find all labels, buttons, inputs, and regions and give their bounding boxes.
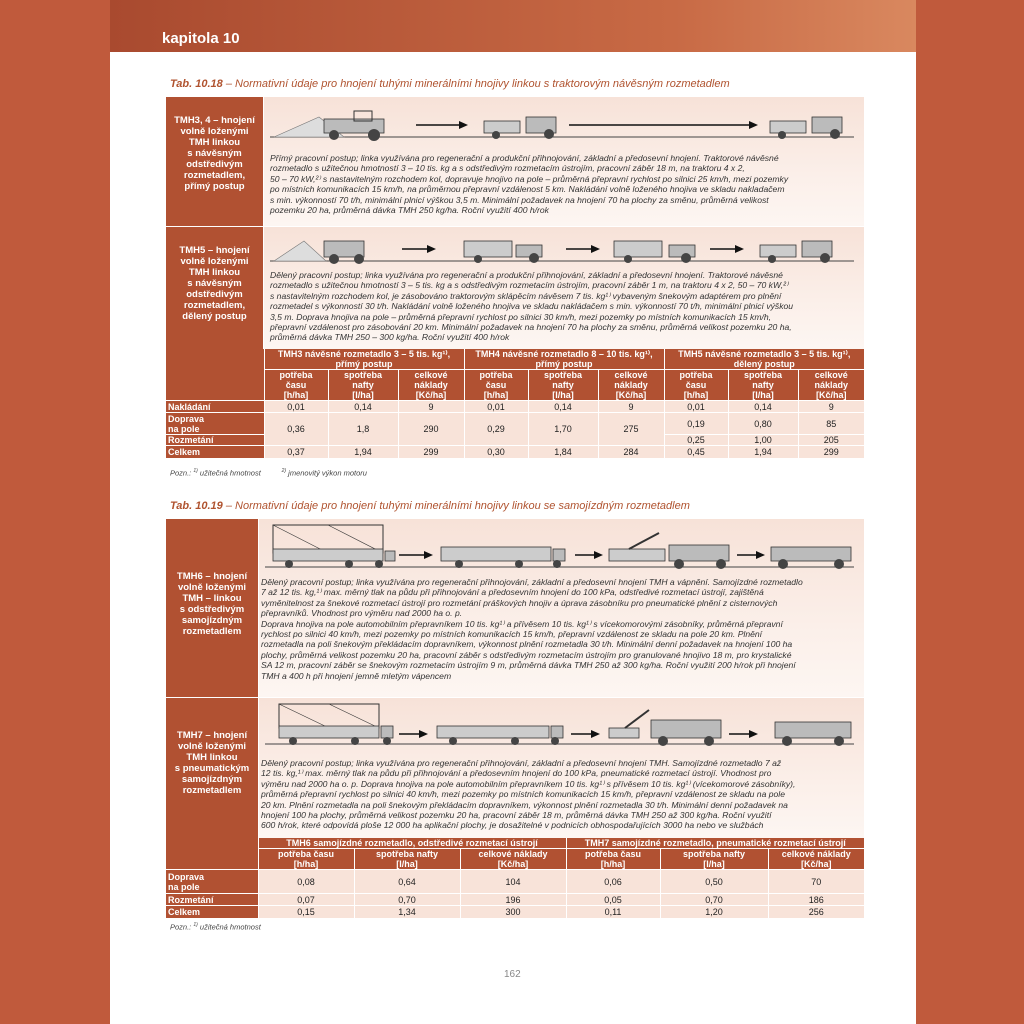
cell: 1,00 (728, 435, 798, 446)
cell: 196 (460, 894, 566, 906)
cell: 0,07 (258, 894, 354, 906)
row-label: Rozmetání (166, 435, 264, 446)
row-label-tmh7: TMH7 – hnojení volně loženými TMH linkou s pneumatickým samojízdným rozmetadlem (166, 698, 258, 838)
cell: 0,70 (660, 894, 768, 906)
cell: 299 (798, 446, 864, 458)
description-area-tmh5 (264, 227, 864, 349)
description-area-tmh7 (259, 698, 864, 838)
cell: 1,84 (528, 446, 598, 458)
cell: 0,25 (664, 435, 728, 446)
cell: 0,01 (664, 401, 728, 413)
cell: 0,05 (566, 894, 660, 906)
table-title: – Normativní údaje pro hnojení tuhými minerálními hnojivy linkou se samojízdným rozmetadlem (222, 500, 690, 512)
machine-illustration (259, 698, 864, 754)
cell: 1,20 (660, 906, 768, 918)
cell: 1,70 (528, 413, 598, 446)
table-title: – Normativní údaje pro hnojení tuhými minerálními hnojivy linkou s traktorovým návěsným rozmetadlem (222, 78, 730, 90)
cell: 0,70 (354, 894, 460, 906)
column-header: celkové náklady [Kč/ha] (768, 849, 864, 870)
cell: 299 (398, 446, 464, 458)
description-text: Dělený pracovní postup; linka využívána pro regenerační přihnojování, základní a předosevní hnojení TMH. Samojízdné rozmetadlo 7 až 12 tis. kg,¹⁾ max. měrný tlak na půdu při přihnojování a předosevním hnojení do 100 kPa, pneumatické rozmetací ústrojí. Vhodnost pro výměru nad 2000 ha o. p. Doprava hnojiva na pole automobilním přepravníkem 10 tis. kg¹⁾ s přívěsem 10 tis. kg¹⁾ (vícekomorové zásobníky), průměrná přepravní rychlost po silnici 40 km/h, mezi pozemky po místních komunikacích 15 km/h, přepravní vzdálenost ze skladu na pole 20 km. Plnění rozmetadla na poli šnekovým překládacím dopravníkem, výkonnost plnění rozmetadla 30 t/h. Minimální denní požadavek na hnojení 100 ha plochy, průměrná velikost pozemku 20 ha, pracovní záběr 18 m, průměrná dávka TMH 250 až 300 kg/ha. Roční využití 600 h/rok, které odpovídá ploše 12 000 ha aplikační plochy, je dosažitelné v podnicích obhospodařujících 3000 ha nebo ve službách (261, 758, 796, 831)
table-row (166, 870, 864, 894)
cell: 9 (398, 401, 464, 413)
cell: 256 (768, 906, 864, 918)
cell: 1,94 (328, 446, 398, 458)
cell: 205 (798, 435, 864, 446)
group-header: TMH7 samojízdné rozmetadlo, pneumatické rozmetací ústrojí (566, 838, 864, 849)
cell: 0,06 (566, 870, 660, 894)
data-table-10-19 (166, 838, 864, 918)
row-label: Celkem (166, 446, 264, 458)
row-label: Doprava na pole (166, 413, 264, 435)
cell: 275 (598, 413, 664, 446)
cell: 0,30 (464, 446, 528, 458)
row-label-tmh6: TMH6 – hnojení volně loženými TMH – linkou s odstředivým samojízdným rozmetadlem (166, 519, 258, 697)
column-header: potřeba času [h/ha] (464, 370, 528, 401)
description-text: Dělený pracovní postup; linka využívána pro regenerační přihnojování, základní a předosevní hnojení TMH a vápnění. Samojízdné rozmetadlo 7 až 12 tis. kg,¹⁾ max. měrný tlak na půdu při přihnojování a předosevním hnojení do 100 kPa, odstředivé rozmetací ústrojí, zajištěná vyměnitelnost za šnekové rozmetací ústrojí pro rozmetání práškových hnojiv a úprava zásobníku pro pneumatické plnění z cisternových přepravníků. Vhodnost pro výměru nad 2000 ha o. p. Doprava hnojiva na pole automobilním přepravníkem 10 tis. kg¹⁾ a přívěsem 10 tis. kg¹⁾ s vícekomorovými zásobníky, průměrná přepravní rychlost po silnici 40 km/h, mezi pozemky po místních komunikacích 15 km/h, přepravní vzdálenost ze skladu na pole 20 km. Plnění rozmetadla na poli šnekovým překládacím dopravníkem, výkonnost plnění rozmetadla 30 t/h. Minimální denní požadavek na hnojení 100 ha plochy, průměrná velikost pozemku 20 ha, pracovní záběr s odstředivým rozmetacím ústrojím pro granulované hnojivo 18 m, pro krystalické SA 12 m, pracovní záběr se šnekovým rozmetacím ústrojím 9 m, průměrná dávka TMH 250 až 300 kg/ha. Roční využití 200 h/rok při hnojení TMH a 400 h při hnojení jemně mletým vápencem (261, 577, 803, 681)
cell: 1,94 (728, 446, 798, 458)
column-header: celkové náklady [Kč/ha] (598, 370, 664, 401)
cell: 0,29 (464, 413, 528, 446)
page-number: 162 (504, 969, 521, 980)
cell: 0,64 (354, 870, 460, 894)
column-header: potřeba času [h/ha] (664, 370, 728, 401)
footnote-10-19: Pozn.: $^{1)}$ užitečná hmotnost (170, 922, 261, 932)
cell: 0,50 (660, 870, 768, 894)
cell: 70 (768, 870, 864, 894)
cell: 9 (798, 401, 864, 413)
cell: 284 (598, 446, 664, 458)
column-header: spotřeba nafty [l/ha] (354, 849, 460, 870)
cell: 9 (598, 401, 664, 413)
table-number: Tab. 10.19 (170, 500, 223, 512)
cell: 0,36 (264, 413, 328, 446)
column-header: potřeba času [h/ha] (264, 370, 328, 401)
column-header: spotřeba nafty [l/ha] (328, 370, 398, 401)
row-label: Doprava na pole (166, 870, 258, 894)
column-header: celkové náklady [Kč/ha] (398, 370, 464, 401)
column-header: celkové náklady [Kč/ha] (798, 370, 864, 401)
cell: 0,14 (728, 401, 798, 413)
data-table-10-18 (166, 349, 864, 458)
table-row (166, 906, 864, 918)
description-text: Dělený pracovní postup; linka využívána pro regenerační a produkční přihnojování, základní a předosevní hnojení. Traktorové návěsné rozmetadlo s užitečnou hmotností 3 – 5 tis. kg a s odstředivým rozmetacím ústrojím, pracovní záběr 1 m, na traktoru 4 x 2, 50 – 70 kW,²⁾ s nastavitelným rozchodem kol, je zásobováno traktorovým sklápěcím návěsem 7 tis. kg¹⁾ vybaveným šnekovým adaptérem pro plnění rozmetadel s výkonností 30 t/h. Nakládání volně loženého hnojiva ve skladu nakládačem s min. výkonností 70 t/h, minimální plnicí výškou 3,5 m. Doprava hnojiva na pole – průměrná přepravní rychlost po silnici 30 km/h, mezi pozemky po místních komunikacích 15 km/h, přepravní vzdálenost pro zásobování 20 km. Minimální požadavek na hnojení 70 ha plochy za směnu, průměrná velikost pozemku 20 ha, průměrná dávka TMH 250 – 300 kg/ha. Roční využití 400 h/rok (270, 270, 794, 343)
group-header: TMH4 návěsné rozmetadlo 8 – 10 tis. kg¹⁾, přímý postup (464, 349, 664, 370)
cell: 104 (460, 870, 566, 894)
row-label-tmh5: TMH5 – hnojení volně loženými TMH linkou s návěsným odstředivým rozmetadlem, dělený postup (166, 227, 263, 349)
chapter-title: kapitola 10 (162, 30, 240, 47)
row-label: Celkem (166, 906, 258, 918)
machine-illustration (264, 227, 864, 267)
cell: 0,19 (664, 413, 728, 435)
column-header: celkové náklady [Kč/ha] (460, 849, 566, 870)
footnote-10-18: Pozn.: $^{1)}$ užitečná hmotnost $^{2)}$ jmenovitý výkon motoru (170, 468, 367, 478)
cell: 0,14 (328, 401, 398, 413)
cell: 0,37 (264, 446, 328, 458)
blank-cell (166, 349, 264, 401)
column-header: potřeba času [h/ha] (258, 849, 354, 870)
cell: 0,80 (728, 413, 798, 435)
group-header: TMH3 návěsné rozmetadlo 3 – 5 tis. kg¹⁾, přímý postup (264, 349, 464, 370)
column-header: spotřeba nafty [l/ha] (528, 370, 598, 401)
table-row (166, 401, 864, 413)
cell: 1,8 (328, 413, 398, 446)
group-header: TMH6 samojízdné rozmetadlo, odstředivé rozmetací ústrojí (258, 838, 566, 849)
description-area-tmh34 (264, 97, 864, 226)
table-row (166, 894, 864, 906)
cell: 0,11 (566, 906, 660, 918)
cell: 186 (768, 894, 864, 906)
row-label: Rozmetání (166, 894, 258, 906)
column-header: potřeba času [h/ha] (566, 849, 660, 870)
cell: 0,14 (528, 401, 598, 413)
cell: 0,08 (258, 870, 354, 894)
cell: 0,45 (664, 446, 728, 458)
machine-illustration (259, 519, 864, 575)
description-text: Přímý pracovní postup; linka využívána pro regenerační a produkční přihnojování, základní a předosevní hnojení. Traktorové návěsné rozmetadlo s užitečnou hmotností 3 – 10 tis. kg a s odstředivým rozmetacím ústrojím, pracovní záběr 18 m, na traktoru 4 x 2, 50 – 70 kW,²⁾ s nastavitelným rozchodem kol, dopravuje hnojivo na pole – průměrná přepravní rychlost po silnici 25 km/h, mezi pozemky po místních komunikacích 15 km/h, na průměrnou přepravní vzdálenost 5 km. Nakládání volně loženého hnojiva ve skladu nakladačem s min. výkonností 70 t/h, minimální plnicí výškou 3,5 m. Minimální požadavek na hnojení 70 ha plochy za směnu, průměrná velikost pozemku 20 ha, průměrná dávka TMH 250 kg/ha. Roční využití 400 h/rok (270, 153, 789, 216)
machine-illustration (264, 97, 864, 149)
table-caption-10-19 (170, 500, 690, 512)
row-label-tmh34: TMH3, 4 – hnojení volně loženými TMH linkou s návěsným odstředivým rozmetadlem, přímý postup (166, 97, 263, 226)
blank-cell (166, 838, 258, 870)
table-row (166, 446, 864, 458)
group-header: TMH5 návěsné rozmetadlo 3 – 5 tis. kg¹⁾, dělený postup (664, 349, 864, 370)
table-caption-10-18 (170, 78, 730, 90)
table-row (166, 413, 864, 435)
column-header: spotřeba nafty [l/ha] (728, 370, 798, 401)
description-area-tmh6 (259, 519, 864, 697)
cell: 85 (798, 413, 864, 435)
cell: 300 (460, 906, 566, 918)
table-number: Tab. 10.18 (170, 78, 223, 90)
column-header: spotřeba nafty [l/ha] (660, 849, 768, 870)
row-label: Nakládání (166, 401, 264, 413)
cell: 290 (398, 413, 464, 446)
cell: 0,15 (258, 906, 354, 918)
cell: 1,34 (354, 906, 460, 918)
cell: 0,01 (464, 401, 528, 413)
cell: 0,01 (264, 401, 328, 413)
